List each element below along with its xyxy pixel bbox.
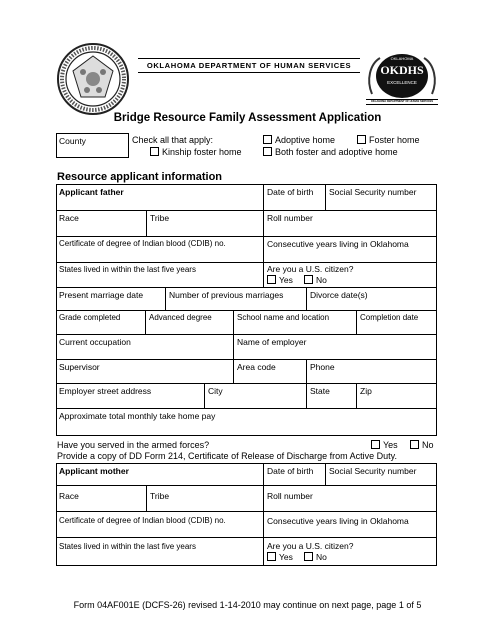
- mother-rule-3: [56, 537, 437, 538]
- father-citizen-no[interactable]: [304, 275, 327, 285]
- mother-div-consec: [263, 511, 264, 537]
- mother-citizen-yes-checkbox[interactable]: [267, 552, 276, 561]
- father-rule-10: [56, 435, 437, 436]
- adoptive-home-label: Adoptive home: [275, 135, 336, 145]
- armed-forces-yes-checkbox[interactable]: [371, 440, 380, 449]
- father-div-adv: [145, 310, 146, 334]
- father-div-employer: [233, 334, 234, 359]
- father-states-label: States lived in within the last five years: [59, 265, 196, 274]
- header-rule-top: [138, 58, 360, 59]
- mother-citizen-no[interactable]: [304, 552, 327, 562]
- mother-cdib-label: Certificate of degree of Indian blood (CDIB) no.: [59, 516, 226, 525]
- armed-forces-no-label: No: [422, 440, 434, 450]
- mother-div-ssn: [325, 463, 326, 485]
- father-city-label: City: [208, 386, 223, 396]
- father-div-phone: [306, 359, 307, 383]
- father-div-state: [306, 383, 307, 408]
- section-title: Resource applicant information: [57, 171, 223, 183]
- father-title: Applicant father: [59, 187, 124, 197]
- armed-forces-yes-label: Yes: [383, 440, 398, 450]
- father-roll-label: Roll number: [267, 213, 313, 223]
- father-state-label: State: [310, 386, 330, 396]
- mother-left-edge: [56, 463, 57, 566]
- father-citizen-yes[interactable]: [267, 275, 293, 285]
- foster-home-label: Foster home: [369, 135, 420, 145]
- father-div-school: [233, 310, 234, 334]
- armed-forces-no[interactable]: [410, 440, 434, 451]
- adoptive-home-checkbox[interactable]: [263, 135, 272, 144]
- armed-forces-no-checkbox[interactable]: [410, 440, 419, 449]
- father-left-edge: [56, 184, 57, 436]
- father-divorce-label: Divorce date(s): [310, 290, 368, 300]
- form-title: Bridge Resource Family Assessment Application: [113, 112, 382, 124]
- logo-sub-text: EXCELLENCE: [387, 80, 417, 85]
- logo-bottom-text: OKLAHOMA DEPARTMENT OF HUMAN SERVICES: [366, 99, 438, 105]
- both-label: Both foster and adoptive home: [275, 147, 398, 157]
- mother-roll-label: Roll number: [267, 491, 313, 501]
- father-rule-8: [56, 383, 437, 384]
- option-both-foster-adoptive[interactable]: [263, 147, 398, 158]
- mother-right-edge: [436, 463, 437, 566]
- both-checkbox[interactable]: [263, 147, 272, 156]
- kinship-checkbox[interactable]: [150, 147, 159, 156]
- father-div-prevmar: [165, 287, 166, 310]
- armed-forces-yes[interactable]: [371, 440, 398, 451]
- father-right-edge: [436, 184, 437, 436]
- father-completion-label: Completion date: [360, 313, 419, 322]
- father-race-label: Race: [59, 213, 79, 223]
- father-div-zip: [356, 383, 357, 408]
- father-advanced-label: Advanced degree: [149, 313, 212, 322]
- father-div-citizen: [263, 262, 264, 287]
- mother-consec-label: Consecutive years living in Oklahoma: [267, 516, 409, 526]
- mother-div-citizen: [263, 537, 264, 565]
- father-citizen-yes-label: Yes: [279, 275, 293, 285]
- mother-rule-4: [56, 565, 437, 566]
- father-supervisor-label: Supervisor: [59, 362, 100, 372]
- mother-rule-0: [56, 463, 437, 464]
- mother-dob-label: Date of birth: [267, 466, 314, 476]
- state-seal: [56, 42, 130, 116]
- father-zip-label: Zip: [360, 386, 372, 396]
- mother-div-roll: [263, 485, 264, 511]
- father-rule-3: [56, 262, 437, 263]
- logo-text: OKDHS: [380, 63, 424, 77]
- father-ssn-label: Social Security number: [329, 187, 417, 197]
- option-foster-home[interactable]: [357, 135, 420, 146]
- check-all-label: Check all that apply:: [132, 135, 214, 145]
- father-rule-1: [56, 210, 437, 211]
- mother-div-dob: [263, 463, 264, 485]
- father-address-label: Employer street address: [59, 386, 152, 396]
- mother-ssn-label: Social Security number: [329, 466, 417, 476]
- father-citizen-yes-checkbox[interactable]: [267, 275, 276, 284]
- father-div-city: [204, 383, 205, 408]
- footer-text: Form 04AF001E (DCFS-26) revised 1-14-2010 may continue on next page, page 1 of 5: [73, 600, 422, 610]
- mother-div-tribe: [146, 485, 147, 511]
- mother-citizen-no-checkbox[interactable]: [304, 552, 313, 561]
- mother-race-label: Race: [59, 491, 79, 501]
- father-school-label: School name and location: [237, 313, 330, 322]
- father-rule-6: [56, 334, 437, 335]
- father-rule-2: [56, 236, 437, 237]
- father-dob-label: Date of birth: [267, 187, 314, 197]
- father-citizen-no-checkbox[interactable]: [304, 275, 313, 284]
- father-areacode-label: Area code: [237, 362, 276, 372]
- kinship-label: Kinship foster home: [162, 147, 242, 157]
- father-rule-5: [56, 310, 437, 311]
- father-rule-9: [56, 408, 437, 409]
- mother-citizen-q: Are you a U.S. citizen?: [267, 541, 354, 551]
- mother-title: Applicant mother: [59, 466, 129, 476]
- father-div-compl: [356, 310, 357, 334]
- mother-states-label: States lived in within the last five years: [59, 542, 196, 551]
- father-consec-label: Consecutive years living in Oklahoma: [267, 239, 409, 249]
- department-name: OKLAHOMA DEPARTMENT OF HUMAN SERVICES: [146, 61, 352, 70]
- armed-forces-question: Have you served in the armed forces?: [57, 440, 210, 450]
- armed-forces-instruction: Provide a copy of DD Form 214, Certificate of Release of Discharge from Active Duty.: [57, 451, 397, 461]
- father-monthly-pay-label: Approximate total monthly take home pay: [59, 411, 216, 421]
- father-prevmar-label: Number of previous marriages: [169, 290, 284, 300]
- mother-citizen-yes-label: Yes: [279, 552, 293, 562]
- father-citizen-no-label: No: [316, 275, 327, 285]
- father-rule-0: [56, 184, 437, 185]
- father-employer-label: Name of employer: [237, 337, 307, 347]
- mother-rule-2: [56, 511, 437, 512]
- mother-tribe-label: Tribe: [150, 491, 170, 501]
- father-tribe-label: Tribe: [150, 213, 170, 223]
- mother-citizen-yes[interactable]: [267, 552, 293, 562]
- father-citizen-q: Are you a U.S. citizen?: [267, 264, 354, 274]
- father-rule-4: [56, 287, 437, 288]
- county-label: County: [59, 136, 86, 146]
- father-div-tribe: [146, 210, 147, 236]
- header-rule-bottom: [138, 72, 360, 73]
- father-cdib-label: Certificate of degree of Indian blood (CDIB) no.: [59, 239, 226, 248]
- option-kinship-foster-home[interactable]: [150, 147, 242, 158]
- father-div-divorce: [306, 287, 307, 310]
- option-adoptive-home[interactable]: [263, 135, 335, 146]
- father-rule-7: [56, 359, 437, 360]
- father-div-area: [233, 359, 234, 383]
- father-div-ssn: [325, 184, 326, 210]
- father-grade-label: Grade completed: [59, 313, 121, 322]
- father-div-consec: [263, 236, 264, 262]
- mother-citizen-no-label: No: [316, 552, 327, 562]
- father-div-roll: [263, 210, 264, 236]
- mother-rule-1: [56, 485, 437, 486]
- father-div-dob: [263, 184, 264, 210]
- logo-top-text: OKLAHOMA: [390, 56, 414, 61]
- father-occupation-label: Current occupation: [59, 337, 131, 347]
- father-marriage-label: Present marriage date: [59, 290, 144, 300]
- father-phone-label: Phone: [310, 362, 335, 372]
- foster-home-checkbox[interactable]: [357, 135, 366, 144]
